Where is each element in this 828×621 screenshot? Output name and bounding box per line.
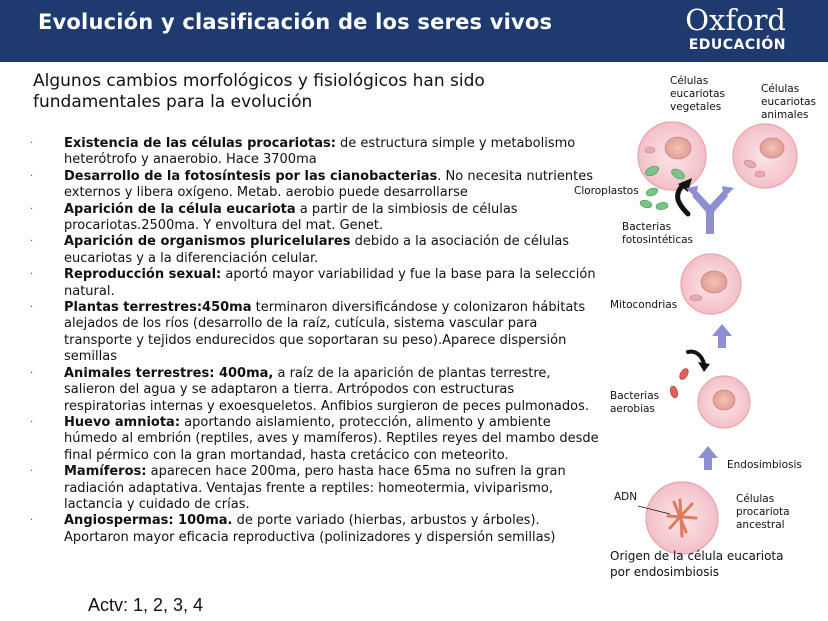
up-arrow-1 — [712, 324, 732, 348]
item-bold: Desarrollo de la fotosíntesis por las cianobacterias — [64, 168, 438, 184]
list-item — [30, 300, 600, 366]
label-animales-1: Células — [761, 83, 800, 95]
label-cloroplastos: Cloroplastos — [574, 185, 639, 197]
item-bold: Animales terrestres: 400ma, — [64, 365, 274, 381]
bullet: · — [30, 269, 34, 281]
branch-arrow — [686, 186, 734, 234]
intro-line-2: fundamentales para la evolución — [33, 92, 313, 112]
item-bold: Angiospermas: 100ma. — [64, 513, 233, 529]
aerobic-bacteria — [669, 367, 690, 399]
item-text: aparecen hace 200ma, pero hasta hace 65ma no sufren la gran radiación adaptativa. Ventajas frente a reptiles: homeotermia, viviparismo, lactancia y cuidado de crías. — [64, 464, 566, 512]
cell-with-mitochondria — [681, 254, 741, 314]
item-text: debido a la asociación de células eucariotas y a la diferenciación celular. — [64, 234, 570, 266]
list-item — [30, 464, 600, 513]
bullet: · — [30, 170, 34, 182]
list-item — [30, 267, 600, 300]
item-text: de porte variado (hierbas, arbustos y árboles). Aportaron mayor eficacia reproductiva (polinizadores y dispersión semillas) — [64, 513, 556, 545]
caption-line-2: por endosimbiosis — [610, 565, 720, 579]
arrow-head-2 — [698, 362, 710, 372]
item-text: terminaron diversificándose y colonizaron hábitats alejados de los ríos (desarrollo de la raíz, cutícula, sistema vascular para transporte y tejidos endurecidos que soportaran su peso).Aparece dispersión semillas — [64, 300, 586, 365]
bullet: · — [30, 515, 34, 527]
label-bact-aero-1: Bacterias — [610, 390, 660, 402]
item-bold: Huevo amniota: — [64, 414, 181, 430]
page-title: Evolución y clasificación de los seres vivos — [38, 10, 553, 34]
item-bold: Mamíferos: — [64, 464, 147, 480]
early-eukaryote-cell — [698, 376, 750, 428]
bullet: · — [30, 236, 34, 248]
bullet: · — [30, 416, 34, 428]
chloroplast-group — [639, 187, 668, 211]
item-bold: Plantas terrestres:450ma — [64, 300, 252, 316]
plant-cell — [638, 122, 706, 190]
list-item — [30, 415, 600, 464]
label-procariota-2: procariota — [736, 506, 790, 518]
caption-line-1: Origen de la célula eucariota — [610, 549, 784, 563]
up-arrow-2 — [698, 446, 718, 470]
label-vegetales-2: eucariotas — [670, 88, 726, 100]
label-animales-3: animales — [761, 109, 809, 121]
label-bact-aero-2: aerobias — [610, 403, 655, 415]
activity-label: Actv: 1, 2, 3, 4 — [88, 595, 204, 615]
list-item — [30, 202, 600, 235]
list-item — [30, 169, 600, 202]
label-animales-2: eucariotas — [761, 96, 817, 108]
intro-heading — [33, 71, 603, 113]
oxford-logo: Oxford — [685, 3, 786, 37]
item-text: a raíz de la aparición de plantas terrestre, salieron del agua y se adaptaron a tierra. Artrópodos con estructuras respiratorias internas y exoesqueletos. Anfibios surgieron de peces pulmonados. — [64, 365, 589, 414]
item-bold: Aparición de la célula eucariota — [64, 201, 296, 217]
label-bact-foto-1: Bacterias — [622, 221, 672, 233]
label-endosimbiosis: Endosimbiosis — [727, 459, 802, 471]
item-text: de estructura simple y metabolismo heterótrofo y anaerobio. Hace 3700ma — [64, 136, 576, 168]
label-mitocondrias: Mitocondrias — [610, 299, 678, 311]
intro-line-1: Algunos cambios morfológicos y fisiológicos han sido — [33, 71, 485, 91]
header-bar — [0, 0, 828, 62]
label-vegetales-1: Células — [670, 75, 709, 87]
list-item — [30, 234, 600, 267]
list-item — [30, 366, 600, 415]
evolution-list — [30, 136, 600, 546]
endosymbiosis-diagram — [574, 62, 828, 621]
bullet: · — [30, 302, 34, 314]
bullet: · — [30, 138, 34, 149]
item-bold: Existencia de las células procariotas: — [64, 136, 336, 151]
oxford-logo-subtitle: EDUCACIÓN — [688, 37, 786, 53]
label-procariota-1: Células — [736, 493, 775, 505]
label-adn: ADN — [614, 491, 638, 503]
bullet: · — [30, 367, 34, 379]
item-text: . No necesita nutrientes externos y libera oxígeno. Metab. aerobio puede desarrollarse — [64, 168, 593, 201]
list-item — [30, 513, 600, 546]
label-procariota-3: ancestral — [736, 519, 785, 531]
label-bact-foto-2: fotosintéticas — [622, 234, 693, 246]
animal-cell — [733, 124, 797, 188]
list-item — [30, 136, 600, 169]
curved-arrow-2 — [688, 352, 704, 364]
bullet: · — [30, 203, 34, 215]
label-vegetales-3: vegetales — [670, 101, 722, 113]
prokaryote-cell — [646, 482, 718, 554]
item-bold: Aparición de organismos pluricelulares — [64, 234, 351, 250]
item-text: aportando aislamiento, protección, alimento y ambiente húmedo al embrión (reptiles, aves y mamíferos). Reptiles reyes del mambo desde final pérmico con la gran mortandad, hasta cretácico con meteorito. — [64, 414, 599, 463]
bullet: · — [30, 466, 34, 478]
item-text: aportó mayor variabilidad y fue la base para la selección natural. — [64, 267, 596, 299]
item-bold: Reproducción sexual: — [64, 267, 222, 283]
item-text: a partir de la simbiosis de células procariotas.2500ma. Y envoltura del mat. Genet. — [64, 201, 518, 234]
